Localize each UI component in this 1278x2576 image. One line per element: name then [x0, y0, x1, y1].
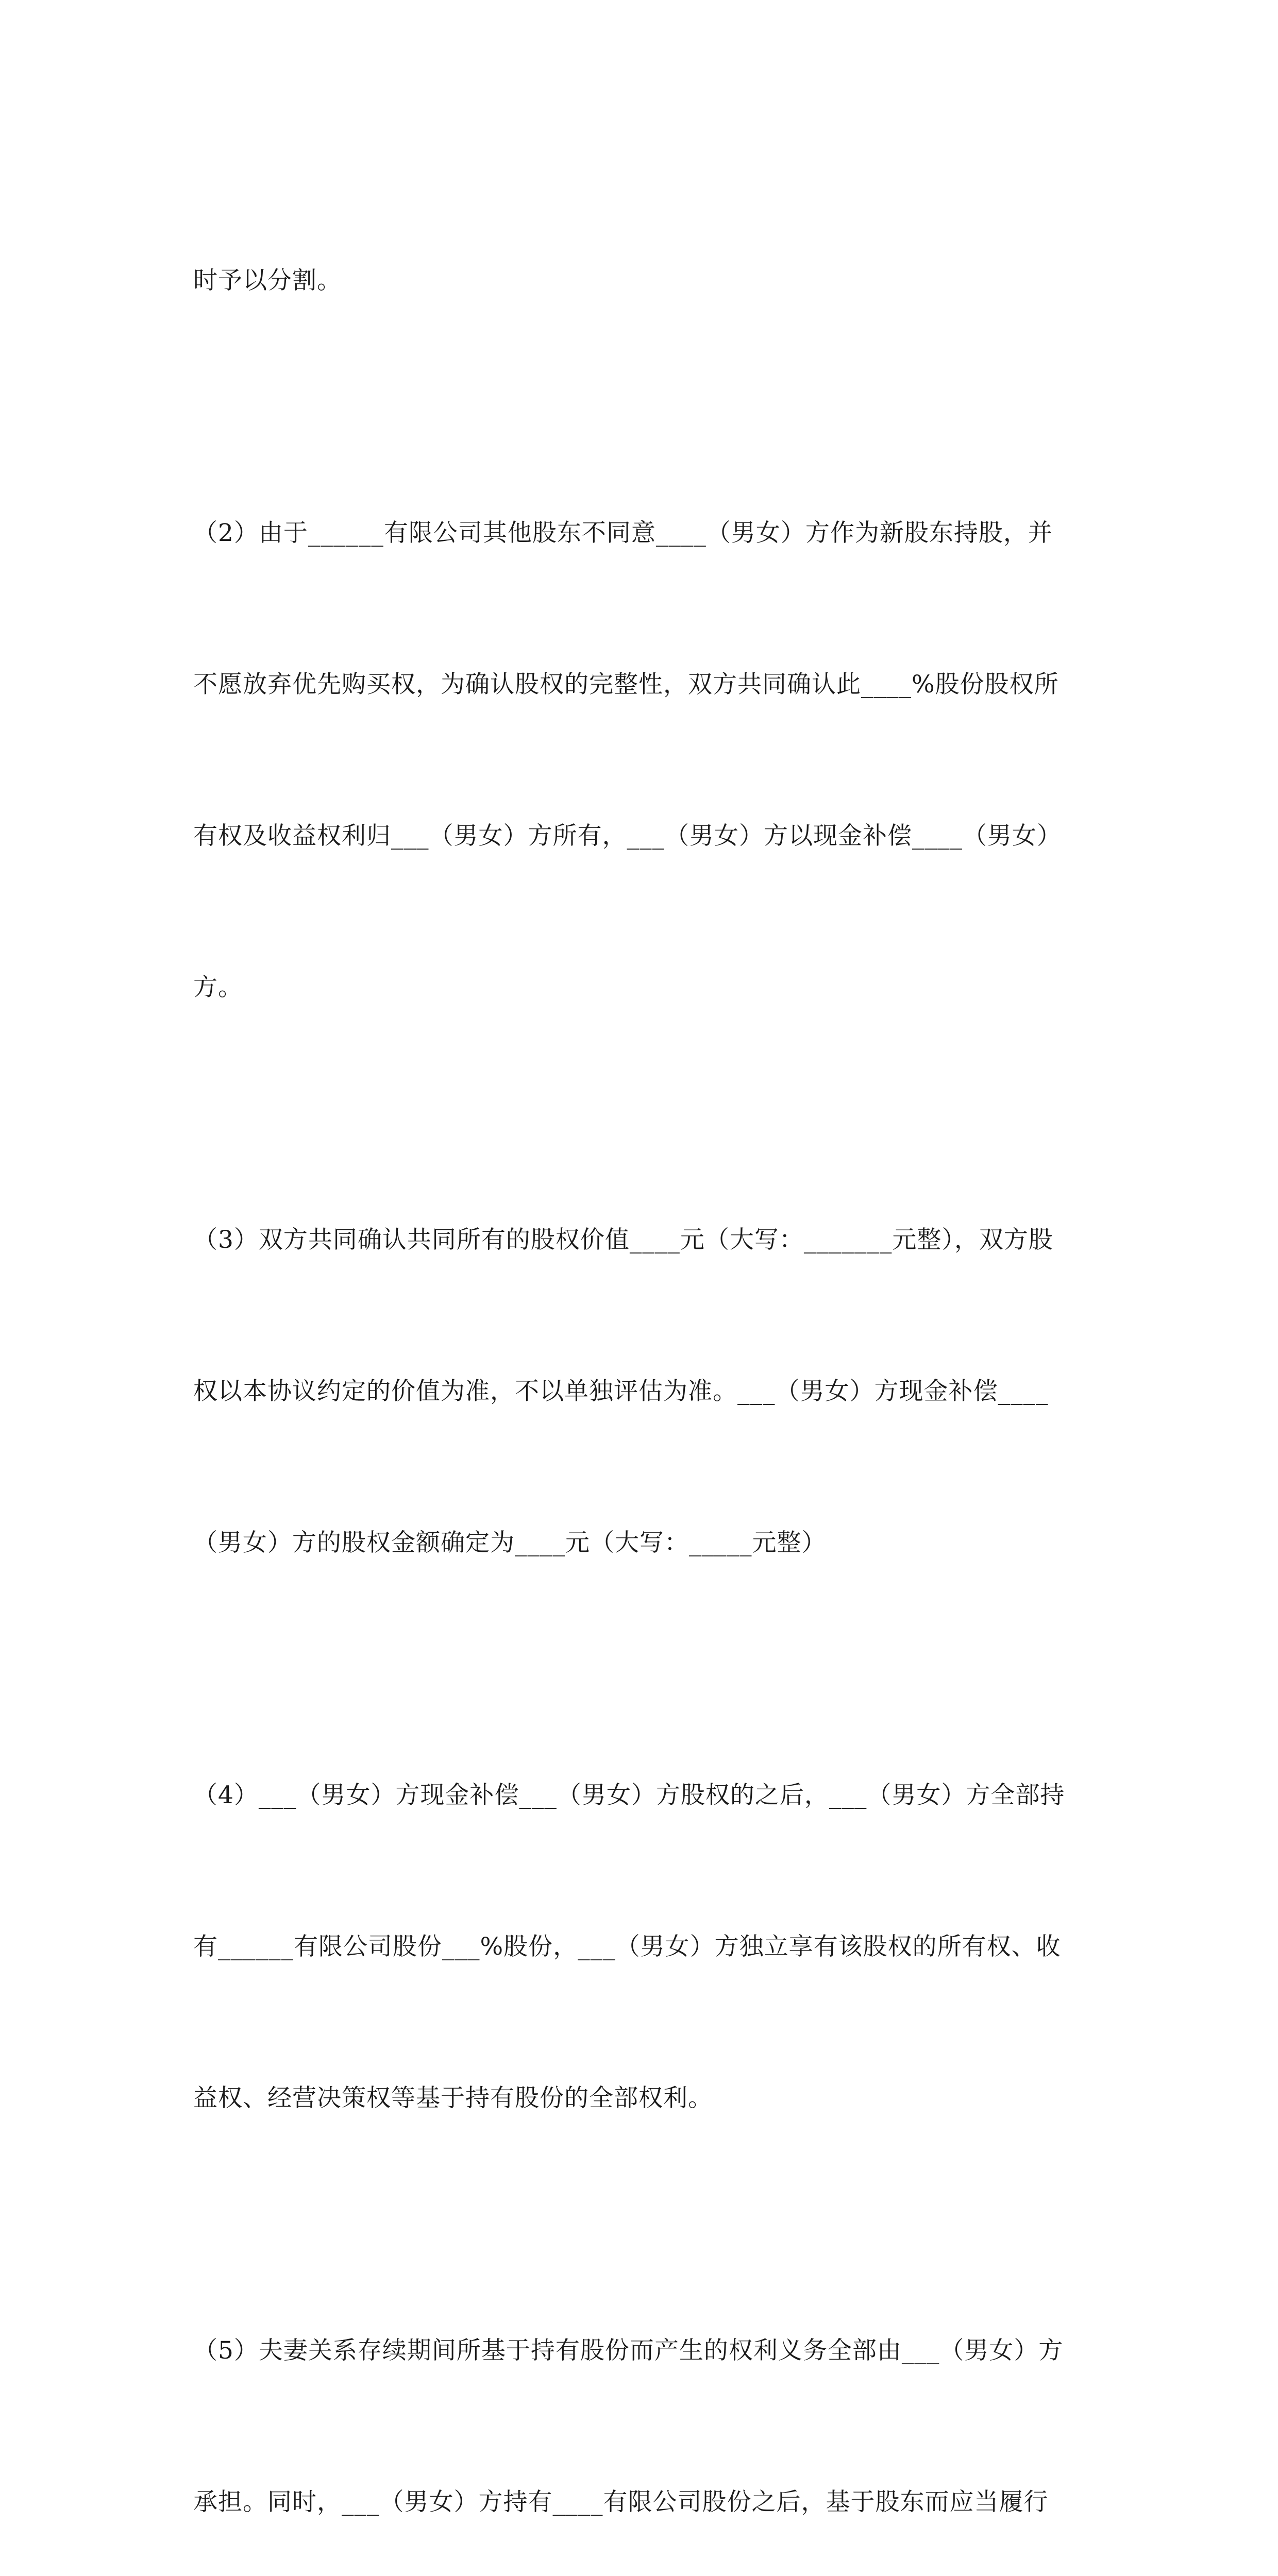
text-line: 承担。同时，___（男女）方持有____有限公司股份之后，基于股东而应当履行 [193, 2488, 1049, 2516]
text-line: 有______有限公司股份___%股份，___（男女）方独立享有该股权的所有权、收 [193, 1933, 1061, 1961]
paragraph-2 [193, 407, 1085, 1114]
text-line: （2）由于______有限公司其他股东不同意____（男女）方作为新股东持股，并 [193, 519, 1053, 547]
paragraph-5 [193, 2225, 1085, 2576]
paragraph-4 [193, 1669, 1085, 2225]
text-line: （5）夫妻关系存续期间所基于持有股份而产生的权利义务全部由___（男女）方 [193, 2336, 1064, 2365]
paragraph-3 [193, 1114, 1085, 1669]
document-body [193, 155, 1085, 2576]
text-line: 益权、经营决策权等基于持有股份的全部权利。 [193, 2084, 713, 2112]
text-line: （3）双方共同确认共同所有的股权价值____元（大写：_______元整），双方股 [193, 1226, 1053, 1254]
text-line: 方。 [193, 973, 243, 1002]
text-line: 权以本协议约定的价值为准，不以单独评估为准。___（男女）方现金补偿____ [193, 1377, 1049, 1405]
text-line: （男女）方的股权金额确定为____元（大写：_____元整） [193, 1529, 827, 1557]
text-line: （4）___（男女）方现金补偿___（男女）方股权的之后，___（男女）方全部持 [193, 1781, 1065, 1809]
text-line: 有权及收益权利归___（男女）方所有，___（男女）方以现金补偿____（男女） [193, 822, 1062, 850]
paragraph-1 [193, 155, 1085, 407]
text-line: 时予以分割。 [193, 266, 342, 295]
text-line: 不愿放弃优先购买权，为确认股权的完整性，双方共同确认此____%股份股权所 [193, 670, 1059, 699]
